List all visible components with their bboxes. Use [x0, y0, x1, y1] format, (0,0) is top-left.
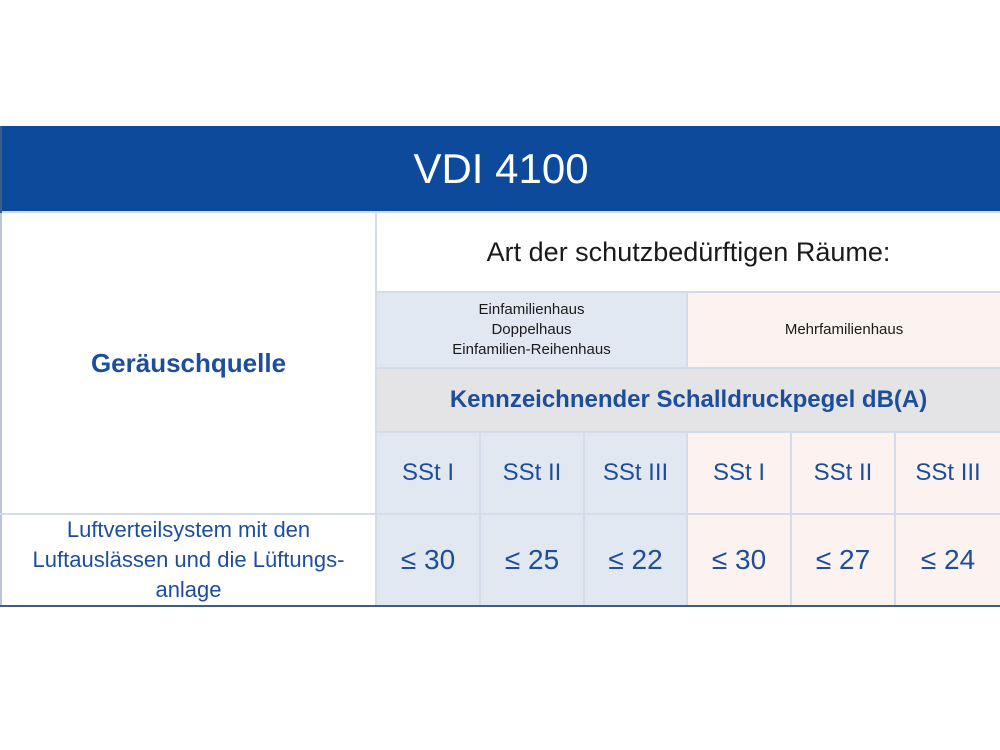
noise-source-header: Geräuschquelle: [1, 212, 376, 514]
building-type-line: Mehrfamilienhaus: [784, 321, 904, 338]
room-type-row: [1, 212, 1000, 292]
noise-level-table: [0, 126, 1000, 607]
building-type-line: Einfamilienhaus: [478, 301, 585, 318]
single-family-header: [376, 292, 687, 368]
table-row: [1, 514, 1000, 606]
value-cell: ≤ 30: [376, 514, 480, 606]
sound-pressure-level-header: Kennzeichnender Schalldruckpegel dB(A): [376, 368, 1000, 432]
row-label-line: Luftauslässen und die Lüftungs-: [32, 547, 345, 572]
value-cell: ≤ 22: [584, 514, 687, 606]
row-label-line: anlage: [155, 577, 222, 602]
level-header: SSt I: [376, 432, 480, 514]
level-header: SSt II: [480, 432, 584, 514]
building-type-line: Doppelhaus: [491, 321, 572, 338]
room-type-header: Art der schutzbedürftigen Räume:: [376, 212, 1000, 292]
value-cell: ≤ 25: [480, 514, 584, 606]
table-title: VDI 4100: [1, 127, 1000, 213]
row-label-line: Luftverteilsystem mit den: [66, 517, 311, 542]
level-header: SSt III: [895, 432, 1000, 514]
noise-source-label: [1, 514, 376, 606]
level-header: SSt II: [791, 432, 895, 514]
multi-family-header: [687, 292, 1000, 368]
building-type-line: Einfamilien-Reihenhaus: [452, 341, 611, 358]
title-row: [1, 127, 1000, 213]
level-header: SSt III: [584, 432, 687, 514]
value-cell: ≤ 30: [687, 514, 791, 606]
level-header: SSt I: [687, 432, 791, 514]
value-cell: ≤ 24: [895, 514, 1000, 606]
vdi-4100-table: [0, 126, 1000, 607]
value-cell: ≤ 27: [791, 514, 895, 606]
